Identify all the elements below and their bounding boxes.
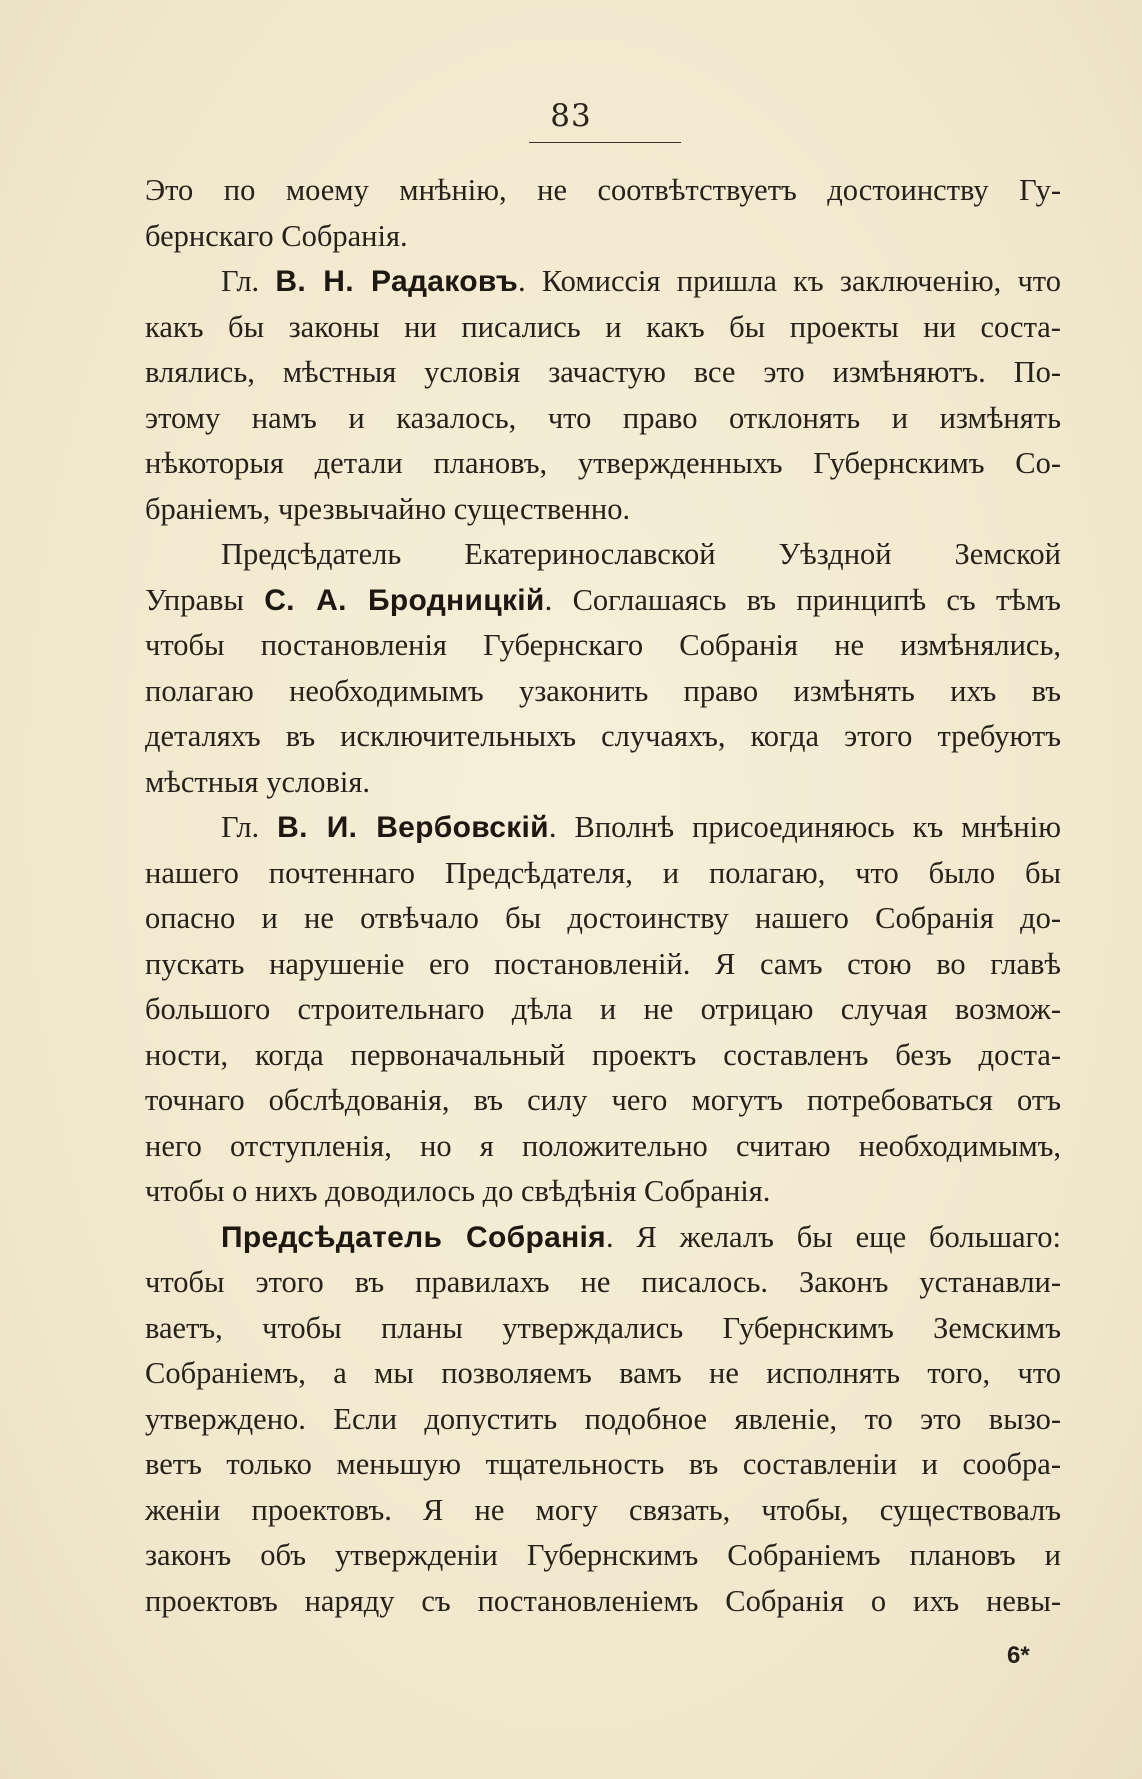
text-line: Собраніемъ, а мы позволяемъ вамъ не исполнять того, что [145, 1356, 1062, 1390]
text-line: Предсѣдатель Собранія. Я желалъ бы еще большаго: [221, 1219, 1061, 1254]
speaker-name: С. А. Бродницкій [264, 583, 545, 617]
signature-mark: 6* [1007, 1642, 1030, 1669]
text-line: большого строительнаго дѣла и не отрицаю случая возмож- [145, 992, 1061, 1026]
text-line: утверждено. Если допустить подобное явленіе, то это вызо- [145, 1401, 1061, 1436]
text-line: браніемъ, чрезвычайно существенно. [145, 491, 631, 526]
text-line: проектовъ наряду съ постановленіемъ Собранія о ихъ невы- [145, 1583, 1061, 1618]
text-line: него отступленія, но я положительно считаю необходимымъ, [145, 1128, 1062, 1163]
text-line: бернскаго Собранія. [145, 218, 408, 253]
text-line: какъ бы законы ни писались и какъ бы проекты ни соста- [145, 309, 1061, 344]
speaker-name: Предсѣдатель Собранія [221, 1220, 606, 1254]
text-line: этому намъ и казалось, что право отклонять и измѣнять [145, 400, 1061, 435]
text-line: деталяхъ въ исключительныхъ случаяхъ, когда этого требуютъ [145, 719, 1062, 753]
text-line: законъ объ утвержденіи Губернскимъ Собраніемъ плановъ и [145, 1538, 1062, 1572]
body-text [145, 168, 1061, 1624]
text-line: Это по моему мнѣнію, не соотвѣтствуетъ достоинству Гу- [145, 173, 1061, 207]
text-line: ветъ только меньшую тщательность въ составленіи и сообра- [145, 1447, 1061, 1481]
text-line: ности, когда первоначальный проектъ составленъ безъ доста- [145, 1037, 1062, 1072]
text-line: нѣкоторыя детали плановъ, утвержденныхъ Губернскимъ Со- [145, 446, 1061, 480]
text-line: полагаю необходимымъ узаконить право измѣнять ихъ въ [145, 673, 1061, 708]
text-line: Предсѣдатель Екатеринославской Уѣздной Земской [221, 537, 1061, 571]
text-line: точнаго обслѣдованія, въ силу чего могутъ потребоваться отъ [145, 1083, 1061, 1117]
page-number: 83 [550, 98, 592, 134]
text-line: Гл. В. Н. Радаковъ. Комиссія пришла къ заключенію, что [221, 264, 1061, 298]
text-line: чтобы о нихъ доводилось до свѣдѣнія Собранія. [145, 1174, 771, 1208]
header-rule [529, 142, 681, 143]
text-line: нашего почтеннаго Предсѣдателя, и полагаю, что было бы [145, 855, 1061, 890]
text-line: чтобы этого въ правилахъ не писалось. Законъ устанавли- [145, 1265, 1062, 1299]
text-line: Управы С. А. Бродницкій. Соглашаясь въ принципѣ съ тѣмъ [145, 582, 1061, 617]
text-line: влялись, мѣстныя условія зачастую все это измѣняютъ. По- [145, 355, 1062, 389]
text-line: мѣстныя условія. [145, 764, 370, 799]
speaker-name: В. И. Вербовскій [277, 811, 549, 844]
text-line: пускать нарушеніе его постановленій. Я самъ стою во главѣ [145, 946, 1061, 981]
text-line: опасно и не отвѣчало бы достоинству нашего Собранія до- [145, 901, 1062, 935]
text-line: Гл. В. И. Вербовскій. Вполнѣ присоединяюсь къ мнѣнію [221, 810, 1061, 844]
text-line: чтобы постановленія Губернскаго Собранія не измѣнялись, [145, 628, 1061, 662]
text-line: женіи проектовъ. Я не могу связать, чтобы, существовалъ [145, 1492, 1062, 1527]
speaker-name: В. Н. Радаковъ [275, 265, 518, 298]
text-line: ваетъ, чтобы планы утверждались Губернскимъ Земскимъ [145, 1310, 1061, 1345]
